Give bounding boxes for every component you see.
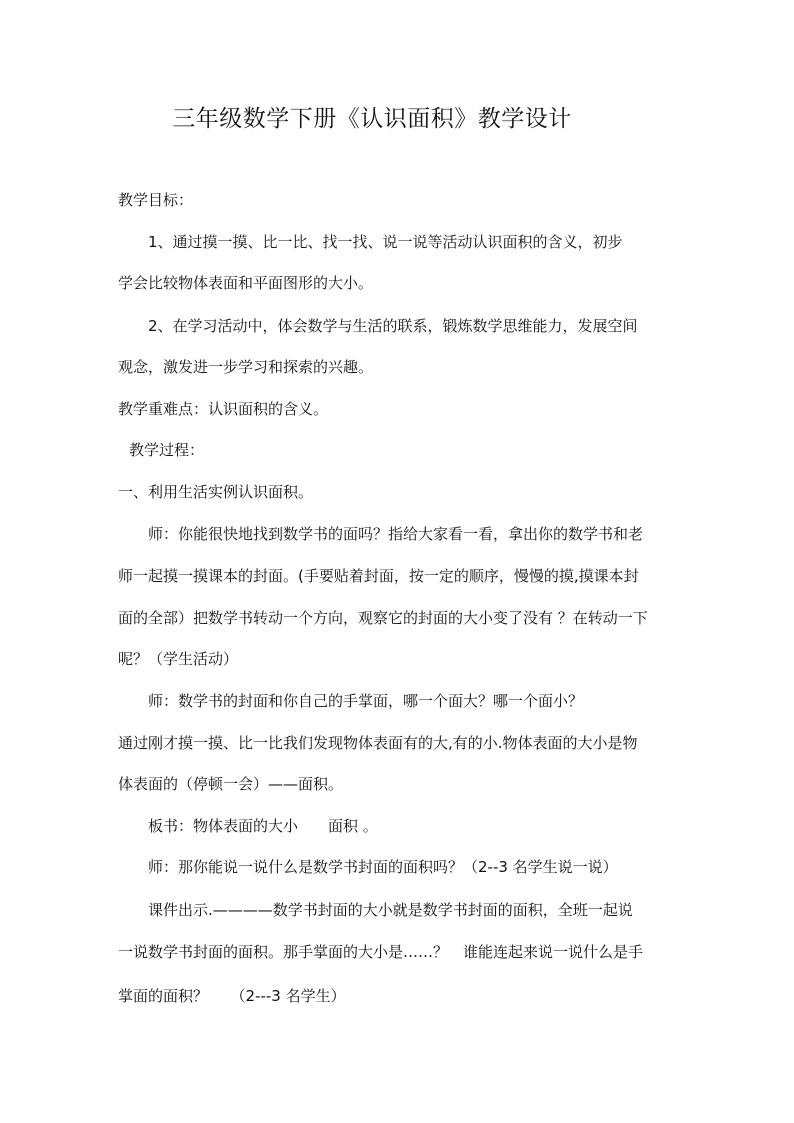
objective-1-line-1: 1、通过摸一摸、比一比、找一找、说一说等活动认识面积的含义，初步 [148, 233, 623, 251]
objective-1-line-2: 学会比较物体表面和平面图形的大小。 [118, 274, 374, 292]
paragraph-line: 师：你能很快地找到数学书的面吗？指给大家看一看，拿出你的数学书和老 [148, 525, 644, 543]
paragraph-line: 体表面的（停顿一会）——面积。 [118, 775, 344, 793]
paragraph-line: 师一起摸一摸课本的封面。(手要贴着封面，按一定的顺序，慢慢的摸,摸课本封 [118, 567, 639, 585]
objective-2-line-1: 2、在学习活动中，体会数学与生活的联系，锻炼数学思维能力，发展空间 [148, 317, 638, 335]
paragraph-line: 面的全部）把数学书转动一个方向，观察它的封面的大小变了没有 ？在转动一下 [118, 609, 648, 627]
key-difficulty: 教学重难点：认识面积的含义。 [118, 400, 329, 418]
section-heading-process: 教学过程： [129, 441, 205, 459]
section-heading-objectives: 教学目标： [118, 191, 194, 209]
document-title: 三年级数学下册《认识面积》教学设计 [172, 106, 572, 132]
part-one-heading: 一、利用生活实例认识面积。 [118, 483, 314, 501]
paragraph-line: 课件出示.————数学书封面的大小就是数学书封面的面积，全班一起说 [148, 901, 633, 919]
paragraph-line: 师：数学书的封面和你自己的手掌面，哪一个面大？哪一个面小？ [148, 692, 584, 710]
paragraph-line: 呢？（学生活动） [118, 650, 239, 668]
paragraph-line: 师：那你能说一说什么是数学书封面的面积吗？（2--3 名学生说一说） [148, 858, 618, 876]
objective-2-line-2: 观念，激发进一步学习和探索的兴趣。 [118, 358, 374, 376]
paragraph-line: 通过刚才摸一摸、比一比我们发现物体表面有的大,有的小.物体表面的大小是物 [118, 734, 638, 752]
paragraph-line: 掌面的面积？ （2---3 名学生） [118, 987, 346, 1005]
board-writing: 板书：物体表面的大小 面积 。 [148, 817, 378, 835]
paragraph-line: 一说数学书封面的面积。那手掌面的大小是……？ 谁能连起来说一说什么是手 [118, 943, 644, 961]
